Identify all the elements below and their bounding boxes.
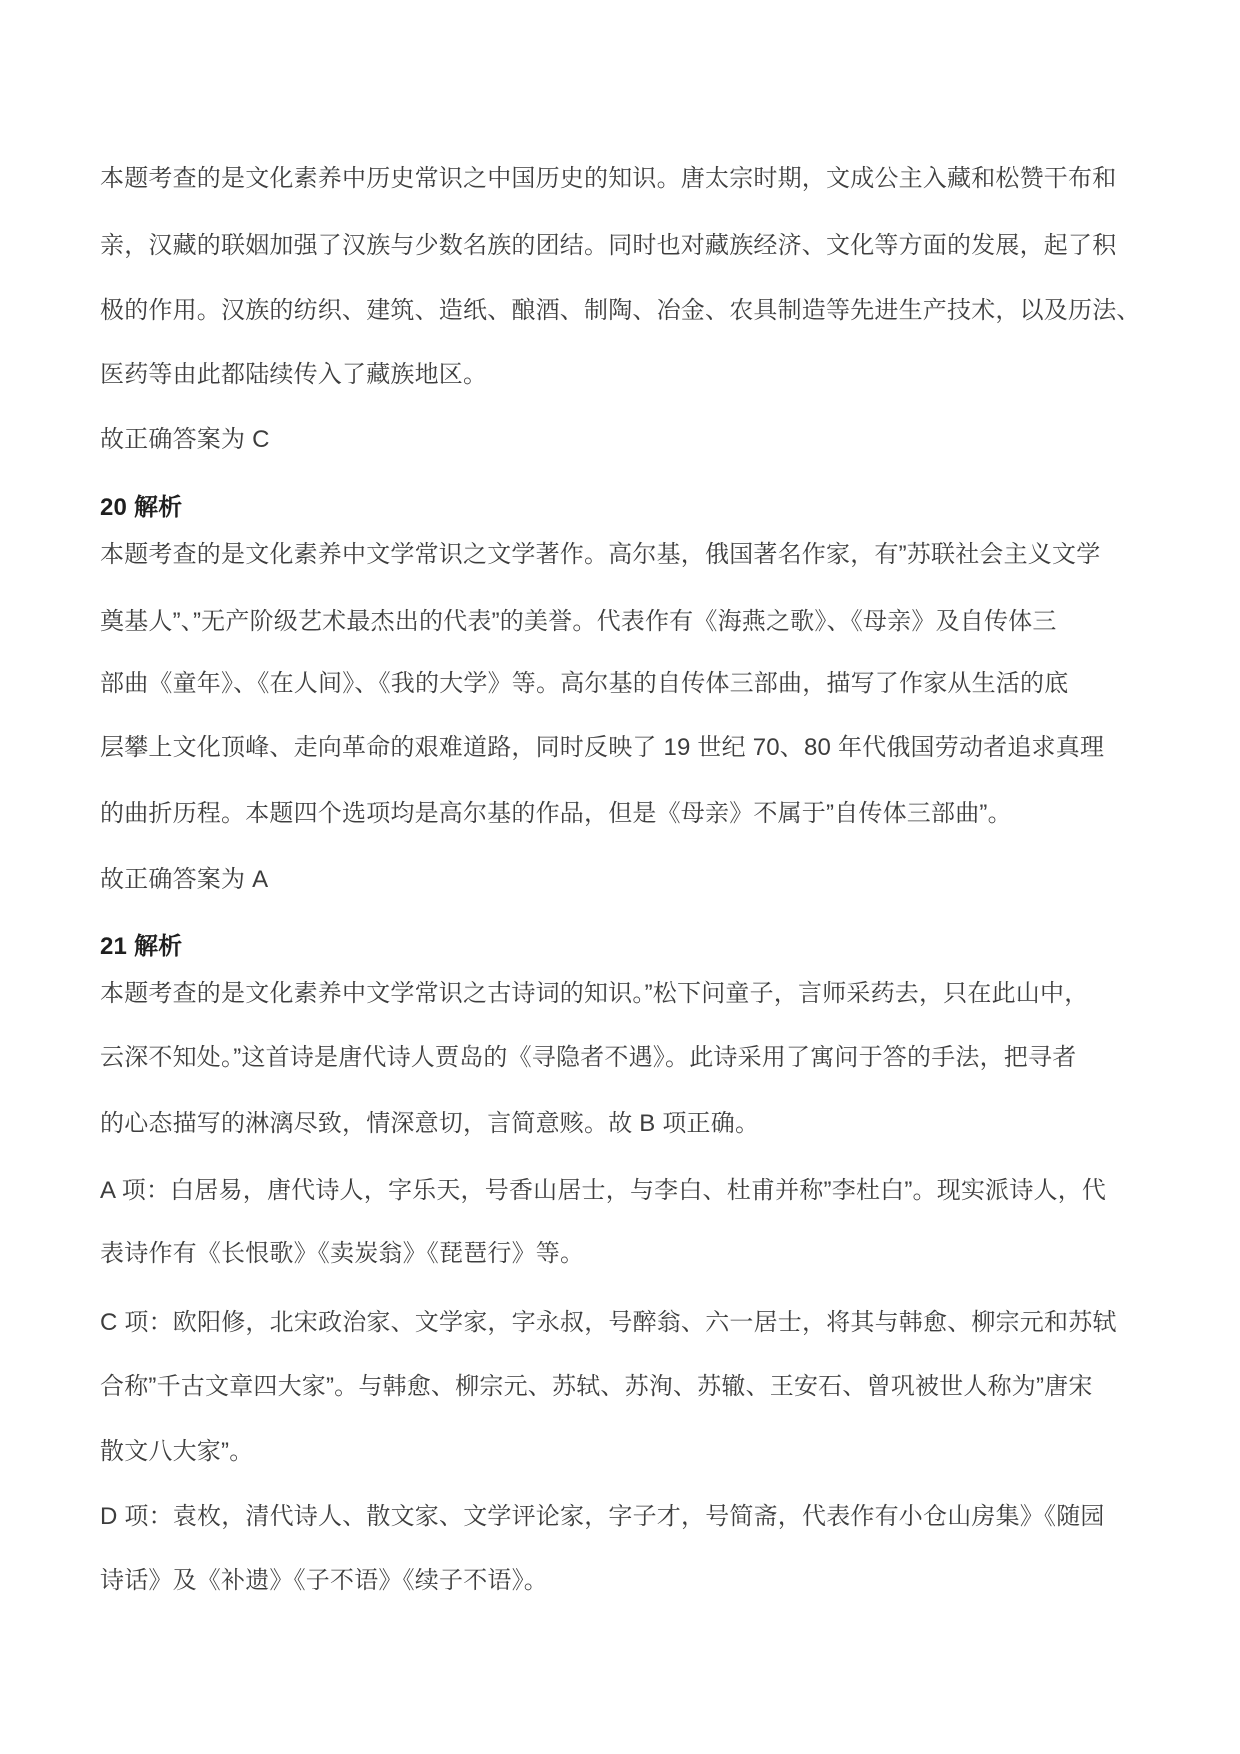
explanation-line: 云深不知处。”这首诗是唐代诗人贾岛的《寻隐者不遇》。此诗采用了寓问于答的手法，把寻者 — [100, 1044, 1077, 1071]
explanation-line: 医药等由此都陆续传入了藏族地区。 — [100, 361, 488, 388]
option-d-line: D 项：袁枚，清代诗人、散文家、文学评论家，字子才，号简斋，代表作有小仓山房集》《随园 — [100, 1503, 1105, 1530]
option-c-line: C 项：欧阳修，北宋政治家、文学家，字永叔，号醉翁、六一居士，将其与韩愈、柳宗元和苏轼 — [100, 1309, 1117, 1336]
explanation-line: 的心态描写的淋漓尽致，情深意切，言简意赅。故 B 项正确。 — [100, 1110, 760, 1137]
explanation-line: 本题考查的是文化素养中文学常识之文学著作。高尔基，俄国著名作家，有”苏联社会主义文学 — [100, 541, 1101, 568]
explanation-line: 的曲折历程。本题四个选项均是高尔基的作品，但是《母亲》不属于”自传体三部曲”。 — [100, 800, 1012, 827]
section-heading: 20 解析 — [100, 494, 183, 521]
option-d-line: 诗话》及《补遗》《子不语》《续子不语》。 — [100, 1567, 548, 1594]
option-c-line: 散文八大家”。 — [100, 1438, 254, 1465]
explanation-line: 层攀上文化顶峰、走向革命的艰难道路，同时反映了 19 世纪 70、80 年代俄国劳动者追求真理 — [100, 734, 1105, 761]
explanation-line: 本题考查的是文化素养中历史常识之中国历史的知识。唐太宗时期，文成公主入藏和松赞干布和 — [100, 165, 1117, 192]
explanation-line: 极的作用。汉族的纺织、建筑、造纸、酿酒、制陶、冶金、农具制造等先进生产技术，以及历法、 — [100, 297, 1141, 324]
option-a-line: A 项：白居易，唐代诗人，字乐天，号香山居士，与李白、杜甫并称”李杜白”。现实派诗人，代 — [100, 1177, 1107, 1204]
section-heading: 21 解析 — [100, 933, 183, 960]
option-c-line: 合称”千古文章四大家”。与韩愈、柳宗元、苏轼、苏洵、苏辙、王安石、曾巩被世人称为”唐宋 — [100, 1373, 1093, 1400]
answer-line: 故正确答案为 C — [100, 426, 270, 453]
explanation-line: 部曲《童年》、《在人间》、《我的大学》等。高尔基的自传体三部曲，描写了作家从生活的底 — [100, 670, 1069, 697]
option-a-line: 表诗作有《长恨歌》《卖炭翁》《琵琶行》等。 — [100, 1240, 585, 1267]
explanation-line: 亲，汉藏的联姻加强了汉族与少数名族的团结。同时也对藏族经济、文化等方面的发展，起了积 — [100, 232, 1117, 259]
explanation-line: 本题考查的是文化素养中文学常识之古诗词的知识。”松下问童子，言师采药去，只在此山中， — [100, 980, 1089, 1007]
answer-line: 故正确答案为 A — [100, 866, 269, 893]
explanation-line: 奠基人”、”无产阶级艺术最杰出的代表”的美誉。代表作有《海燕之歌》、《母亲》及自传体三 — [100, 608, 1057, 635]
